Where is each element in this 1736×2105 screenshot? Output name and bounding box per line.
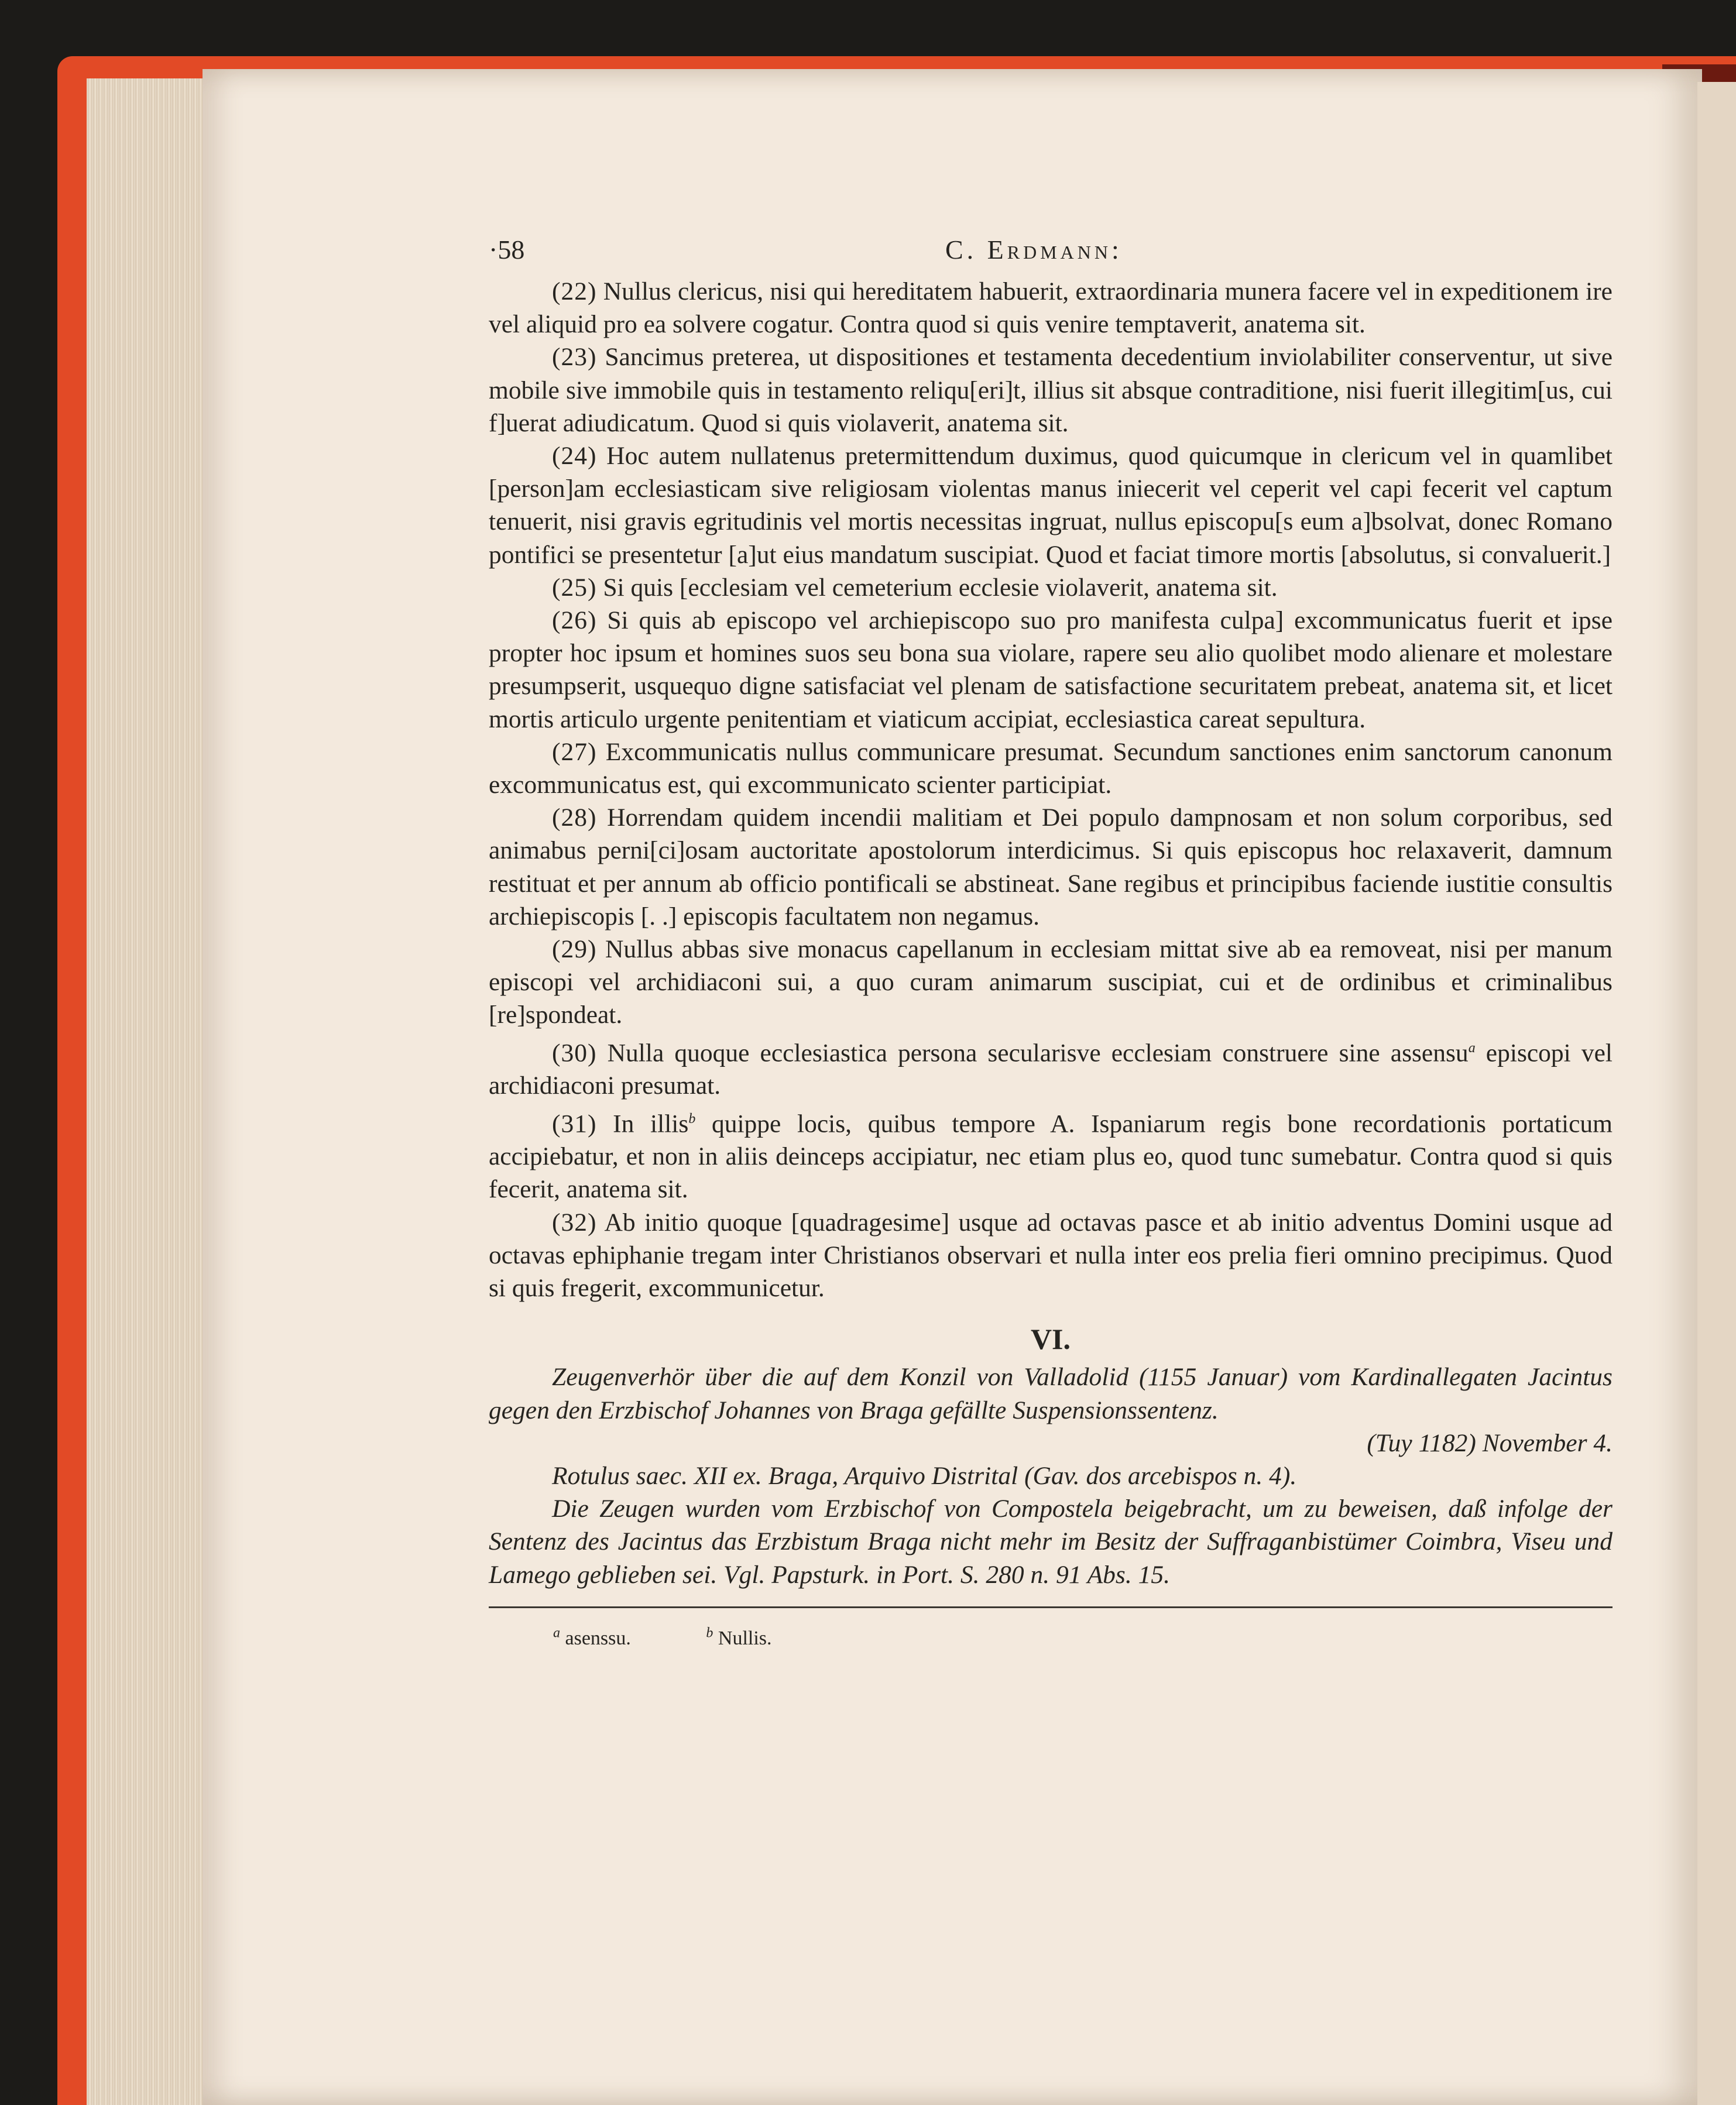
paragraph-number: (29): [552, 935, 597, 964]
paragraph-27: [489, 736, 1613, 801]
page-edges: [87, 78, 221, 2105]
footnote-mark: b: [706, 1625, 713, 1641]
paragraph-text: Excommunicatis nullus communicare presumat. Secundum sanctiones enim sanctorum canonum excommunicatus est, qui excommunicato scienter participiat.: [489, 737, 1613, 799]
paragraph-26: [489, 604, 1613, 736]
paragraph-number: (26): [552, 606, 597, 635]
paragraph-28: [489, 801, 1613, 933]
paragraph-text: quippe locis, quibus tempore A. Ispaniarum regis bone recordationis portaticum accipiebatur, et non in aliis deinceps accipiatur, nec etiam plus eo, quod tunc sumebatur. Contra quod si quis fecerit, anatema sit.: [489, 1110, 1613, 1204]
section-source: Rotulus saec. XII ex. Braga, Arquivo Distrital (Gav. dos arcebispos n. 4).: [552, 1461, 1297, 1490]
footnote-b: [706, 1627, 807, 1649]
paragraph-32: [489, 1206, 1613, 1305]
paragraph-23: [489, 341, 1613, 439]
paragraph-24: [489, 439, 1613, 571]
paragraph-text: Si quis [ecclesiam vel cemeterium ecclesie violaverit, anatema sit.: [603, 573, 1278, 602]
page-header: [489, 234, 1613, 275]
footnote-mark: a: [1468, 1040, 1476, 1056]
paragraph-text: In illis: [613, 1110, 689, 1138]
paragraph-30: [489, 1032, 1613, 1103]
footnote-a: [553, 1627, 666, 1649]
section-title: VI.: [1030, 1323, 1071, 1356]
footnotes: [489, 1626, 1613, 1650]
paragraph-text: Hoc autem nullatenus pretermittendum duximus, quod quicumque in clericum vel in quamlibet [person]am ecclesiasticam sive religiosam violentas manus iniecerit vel ceperit vel capi fecerit vel captum tenuerit, nisi gravis egritudinis vel mortis necessitas ingruat, nullus episcopu[s eum a]bsolvat, donec Romano pontifici se presentetur [a]ut eius mandatum suscipiat. Quod et faciat timore mortis [absolutus, si convaluerit.]: [489, 442, 1613, 569]
paragraph-text: Nulla quoque ecclesiastica persona secularisve ecclesiam construere sine assensu: [607, 1039, 1469, 1067]
footnote-mark: a: [553, 1625, 560, 1641]
paragraph-text: Sancimus preterea, ut dispositiones et testamenta decedentium inviolabiliter conserventur, ut sive mobile sive immobile quis in testamento reliqu[eri]t, illius sit absque contraditione, nisi fuerit illegitim[us, cui f]uerat adiudicatum. Quod si quis violaverit, anatema sit.: [489, 343, 1613, 437]
section-summary: Zeugenverhör über die auf dem Konzil von Valladolid (1155 Januar) vom Kardinallegaten Jacintus gegen den Erzbischof Johannes von Braga gefällte Suspensionssentenz.: [489, 1363, 1613, 1424]
paragraph-number: (28): [552, 803, 597, 832]
paragraph-text: Horrendam quidem incendii malitiam et Dei populo dampnosam et non solum corporibus, sed animabus perni[ci]osam auctoritate apostolorum interdicimus. Si quis episcopus hoc relaxaverit, damnum restituat et per annum ab officio pontificali se abstineat. Sane regibus et principibus faciende iustitie consultis archiepiscopis [. .] episcopis facultatem non negamus.: [489, 803, 1613, 930]
paragraph-number: (25): [552, 573, 597, 602]
paragraph-number: (30): [552, 1039, 597, 1067]
footnote-text: asenssu.: [565, 1627, 631, 1650]
paragraph-text: Ab initio quoque [quadragesime] usque ad octavas pasce et ab initio adventus Domini usque ad octavas ephiphanie tregam inter Christianos observari et nulla inter eos prelia fieri omnino precipimus. Quod si quis fregerit, excommunicetur.: [489, 1208, 1613, 1303]
paragraph-text: Si quis ab episcopo vel archiepiscopo suo pro manifesta culpa] excommunicatus fuerit et ipse propter hoc ipsum et homines suos seu bona sua violare, rapere seu alio quolibet modo alienare et molestare presumpserit, usquequo digne satisfaciat vel plenam de satisfactione securitatem prebeat, anatema sit, et licet mortis articulo urgente penitentiam et viaticum accipiat, ecclesiastica careat sepultura.: [489, 606, 1613, 733]
page-number: ·58: [489, 235, 525, 265]
paragraph-31: [489, 1103, 1613, 1206]
section-note: Die Zeugen wurden vom Erzbischof von Compostela beigebracht, um zu beweisen, daß infolge der Sentenz des Jacintus das Erzbistum Braga nicht mehr im Besitz der Suffraganbistümer Coimbra, Viseu und Lamego geblieben sei. Vgl. Papsturk. in Port. S. 280 n. 91 Abs. 15.: [489, 1495, 1613, 1589]
paragraph-number: (31): [552, 1110, 597, 1138]
paragraph-25: [489, 571, 1613, 604]
footnote-mark: b: [688, 1111, 696, 1127]
facing-page-edge: [1697, 82, 1736, 2105]
running-head: C. Erdmann:: [945, 235, 1123, 265]
page-text: [489, 234, 1613, 1650]
paragraph-text: episcopi vel archidiaconi presumat.: [489, 1039, 1613, 1100]
paragraph-number: (23): [552, 343, 597, 372]
paragraph-22: [489, 275, 1613, 341]
paragraph-number: (22): [552, 277, 597, 305]
paragraph-29: [489, 933, 1613, 1032]
paragraph-text: Nullus clericus, nisi qui hereditatem habuerit, extraordinaria munera facere vel in expeditionem ire vel aliquid pro ea solvere cogatur. Contra quod si quis venire temptaverit, anatema sit.: [489, 277, 1613, 339]
paragraph-text: Nullus abbas sive monacus capellanum in ecclesiam mittat sive ab ea removeat, nisi per manum episcopi vel archidiaconi sui, a quo curam animarum suscipiat, cui et de ordinibus et criminalibus [re]spondeat.: [489, 935, 1613, 1029]
footnote-text: Nullis.: [718, 1627, 772, 1650]
paragraph-number: (24): [552, 442, 597, 471]
paragraph-number: (32): [552, 1208, 597, 1237]
paragraph-number: (27): [552, 737, 597, 766]
footnote-divider: [489, 1606, 1613, 1608]
section-date: (Tuy 1182) November 4.: [1367, 1428, 1613, 1457]
